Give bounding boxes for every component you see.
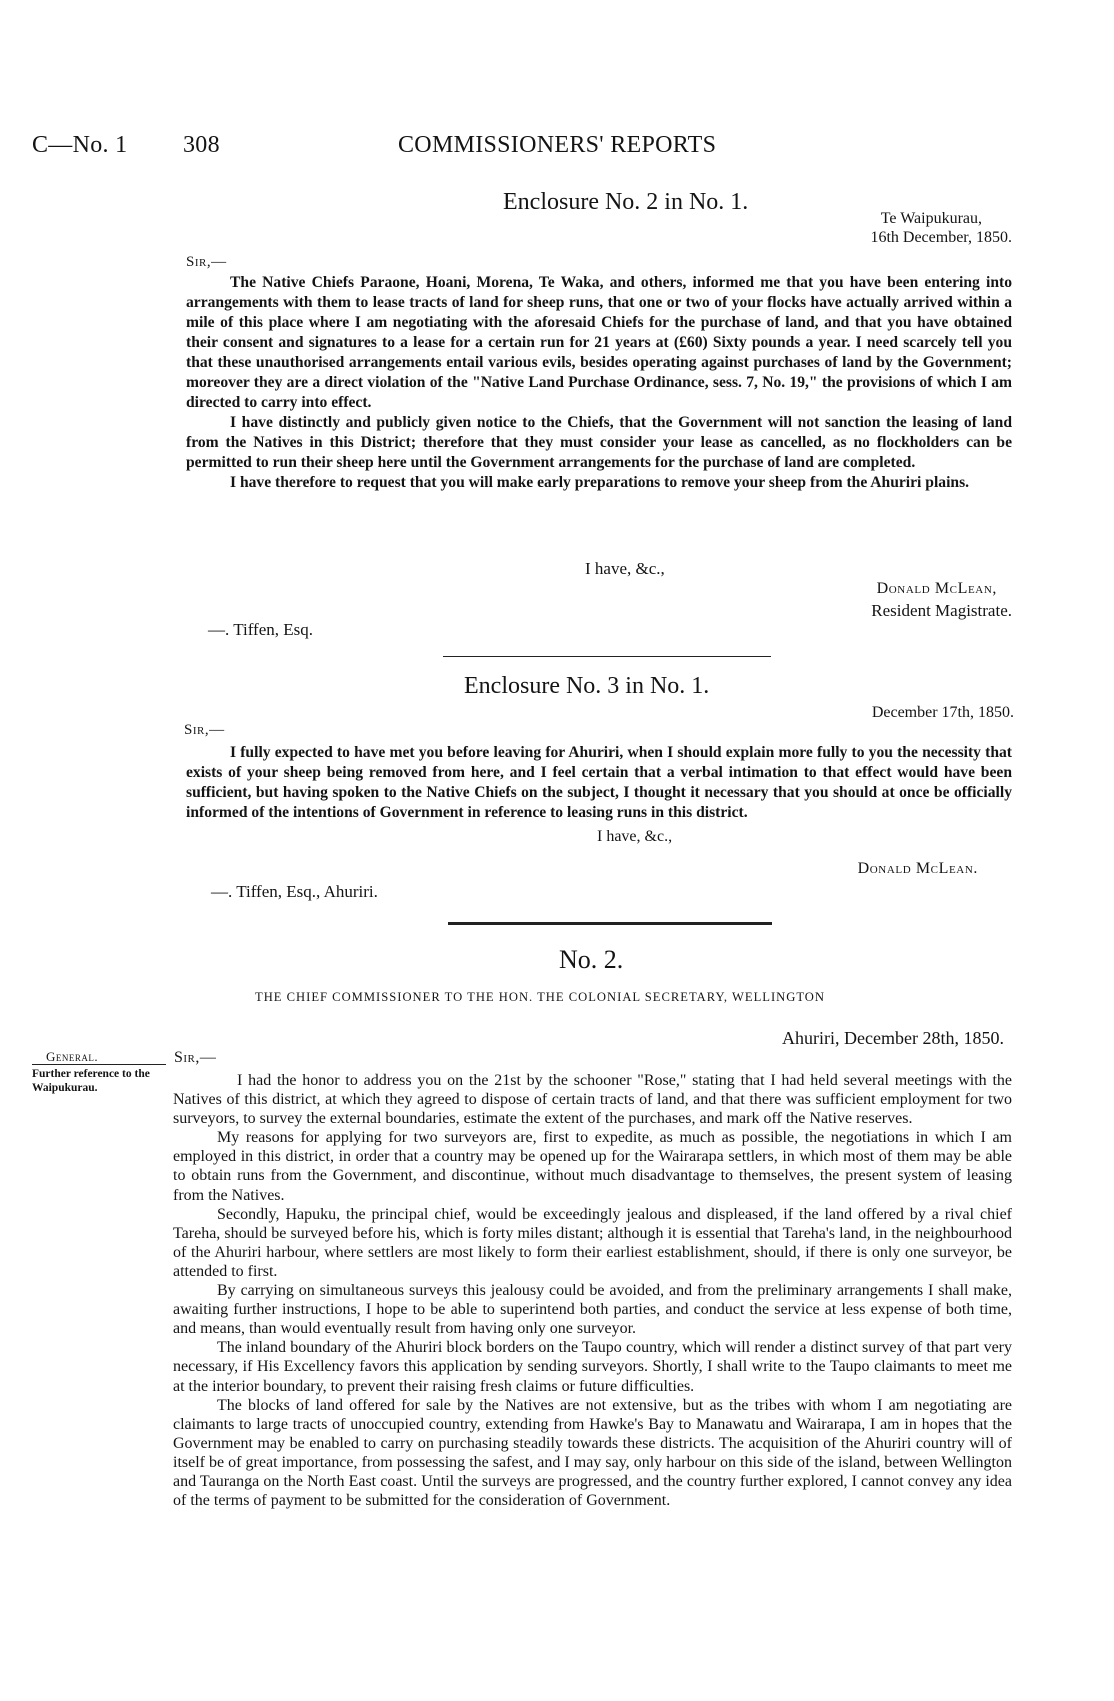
margin-note-text: Further reference to the Waipukurau. (32, 1064, 166, 1095)
document-date: Ahuriri, December 28th, 1850. (782, 1028, 1004, 1048)
document-salutation: Sir,— (174, 1049, 217, 1066)
paragraph: Secondly, Hapuku, the principal chief, would be exceedingly jealous and displeased, if the land offered by a rival chief Tareha, should be surveyed before his, which is forty miles distant; although it is essential that Tareha's land, in the neighbourhood of the Ahuriri harbour, where settlers are most likely to form their earliest establishment, should, if there is only one surveyor, be attended to first. (173, 1205, 1012, 1280)
enclosure-2-body (186, 273, 1012, 493)
enclosure-2-salutation: Sir,— (186, 254, 227, 270)
document-number: No. 2. (559, 945, 624, 974)
margin-note (32, 1050, 172, 1095)
margin-note-heading: General. (46, 1049, 99, 1064)
enclosure-3-body (186, 743, 1012, 823)
paragraph: By carrying on simultaneous surveys this jealousy could be avoided, and from the preliminary arrangements I shall make, awaiting further instructions, I hope to be able to superintend both parties, and conduct the service at less expense of both time, and means, than would eventually result from having only one surveyor. (173, 1282, 1012, 1338)
enclosure-3-closing: I have, &c., (597, 828, 673, 845)
paragraph: I have distinctly and publicly given notice to the Chiefs, that the Government will not sanction the leasing of land from the Natives in this District; therefore that they must consider your lease as cancelled, as no flockholders can be permitted to run their sheep here until the Government arrangements for the purchase of land are completed. (186, 414, 1012, 471)
enclosure-2-addressee: —. Tiffen, Esq. (208, 620, 314, 639)
paragraph: I have therefore to request that you will make early preparations to remove your sheep from the Ahuriri plains. (230, 474, 970, 491)
paragraph: I fully expected to have met you before leaving for Ahuriri, when I should explain more fully to you the necessity that exists of your sheep being removed from here, and I feel certain that a verbal intimation to that effect would have been sufficient, but having spoken to the Native Chiefs on the subject, I thought it necessary that you should at once be officially informed of the intentions of Government in reference to leasing runs in this district. (186, 744, 1012, 821)
paragraph: My reasons for applying for two surveyors are, first to expedite, as much as possible, the negotiations in which I am employed in this district, in order that a country may be opened up for the Wairarapa settlers, in which most of them may be able to obtain runs from the Government, and discontinue, without much disadvantage to themselves, the present system of leasing from the Natives. (173, 1129, 1012, 1204)
paragraph: I had the honor to address you on the 21st by the schooner "Rose," stating that I had held several meetings with the Natives of this district, at which they agreed to dispose of certain tracts of land, and that there was sufficient employment for two surveyors, to survey the external boundaries, estimate the extent of the purchases, and mark off the Native reserves. (173, 1072, 1012, 1128)
enclosure-2-signature-title: Resident Magistrate. (871, 601, 1012, 620)
paragraph: The inland boundary of the Ahuriri block borders on the Taupo country, which will render a distinct survey of that part very necessary, if His Excellency favors this application by sending surveyors. Shortly, I shall write to the Taupo claimants to meet me at the interior boundary, to prevent their raising fresh claims or future difficulties. (173, 1339, 1012, 1395)
enclosure-3-title: Enclosure No. 3 in No. 1. (464, 673, 710, 699)
paragraph: The Native Chiefs Paraone, Hoani, Morena, Te Waka, and others, informed me that you have been entering into arrangements with them to lease tracts of land for sheep runs, that one or two of your flocks have actually arrived within a mile of this place where I am negotiating with the aforesaid Chiefs for the purchase of land, and that you have obtained their consent and signatures to a lease for a certain run for 21 years at (£60) Sixty pounds a year. I need scarcely tell you that these unauthorised arrangements entail various evils, besides operating against purchases of land by the Government; moreover they are a direct violation of the "Native Land Purchase Ordinance, sess. 7, No. 19," the provisions of which I am directed to carry into effect. (186, 274, 1012, 411)
enclosure-2-closing: I have, &c., (585, 559, 665, 578)
thick-divider (448, 922, 772, 925)
enclosure-3-addressee: —. Tiffen, Esq., Ahuriri. (211, 882, 378, 901)
enclosure-3-salutation: Sir,— (184, 722, 225, 738)
section-label: C—No. 1 (32, 132, 128, 158)
enclosure-2-signature: Donald McLean, (876, 580, 997, 597)
enclosure-2-date: 16th December, 1850. (870, 229, 1012, 246)
paragraph: The blocks of land offered for sale by the Natives are not extensive, but as the tribes with whom I am negotiating are claimants to large tracts of unoccupied country, extending from Hawke's Bay to Manawatu and Wairarapa, I am in hopes that the Government may be enabled to carry on purchasing steadily towards these districts. The acquisition of the Ahuriri country will of itself be of great importance, from possessing the safest, and I may say, only harbour on this side of the island, between Wellington and Tauranga on the North East coast. Until the surveys are progressed, and the country further explored, I cannot convey any idea of the terms of payment to be submitted for the consideration of Government. (173, 1396, 1012, 1510)
enclosure-3-signature: Donald McLean. (857, 860, 978, 877)
enclosure-3-date: December 17th, 1850. (871, 704, 1014, 721)
enclosure-2-title: Enclosure No. 2 in No. 1. (503, 189, 749, 215)
running-title: COMMISSIONERS' REPORTS (398, 132, 717, 158)
document-subtitle: THE CHIEF COMMISSIONER TO THE HON. THE COLONIAL SECRETARY, WELLINGTON (255, 990, 825, 1004)
document-body (173, 1071, 1012, 1510)
section-divider (443, 656, 771, 657)
page-number: 308 (183, 132, 220, 158)
enclosure-2-place: Te Waipukurau, (880, 210, 982, 227)
